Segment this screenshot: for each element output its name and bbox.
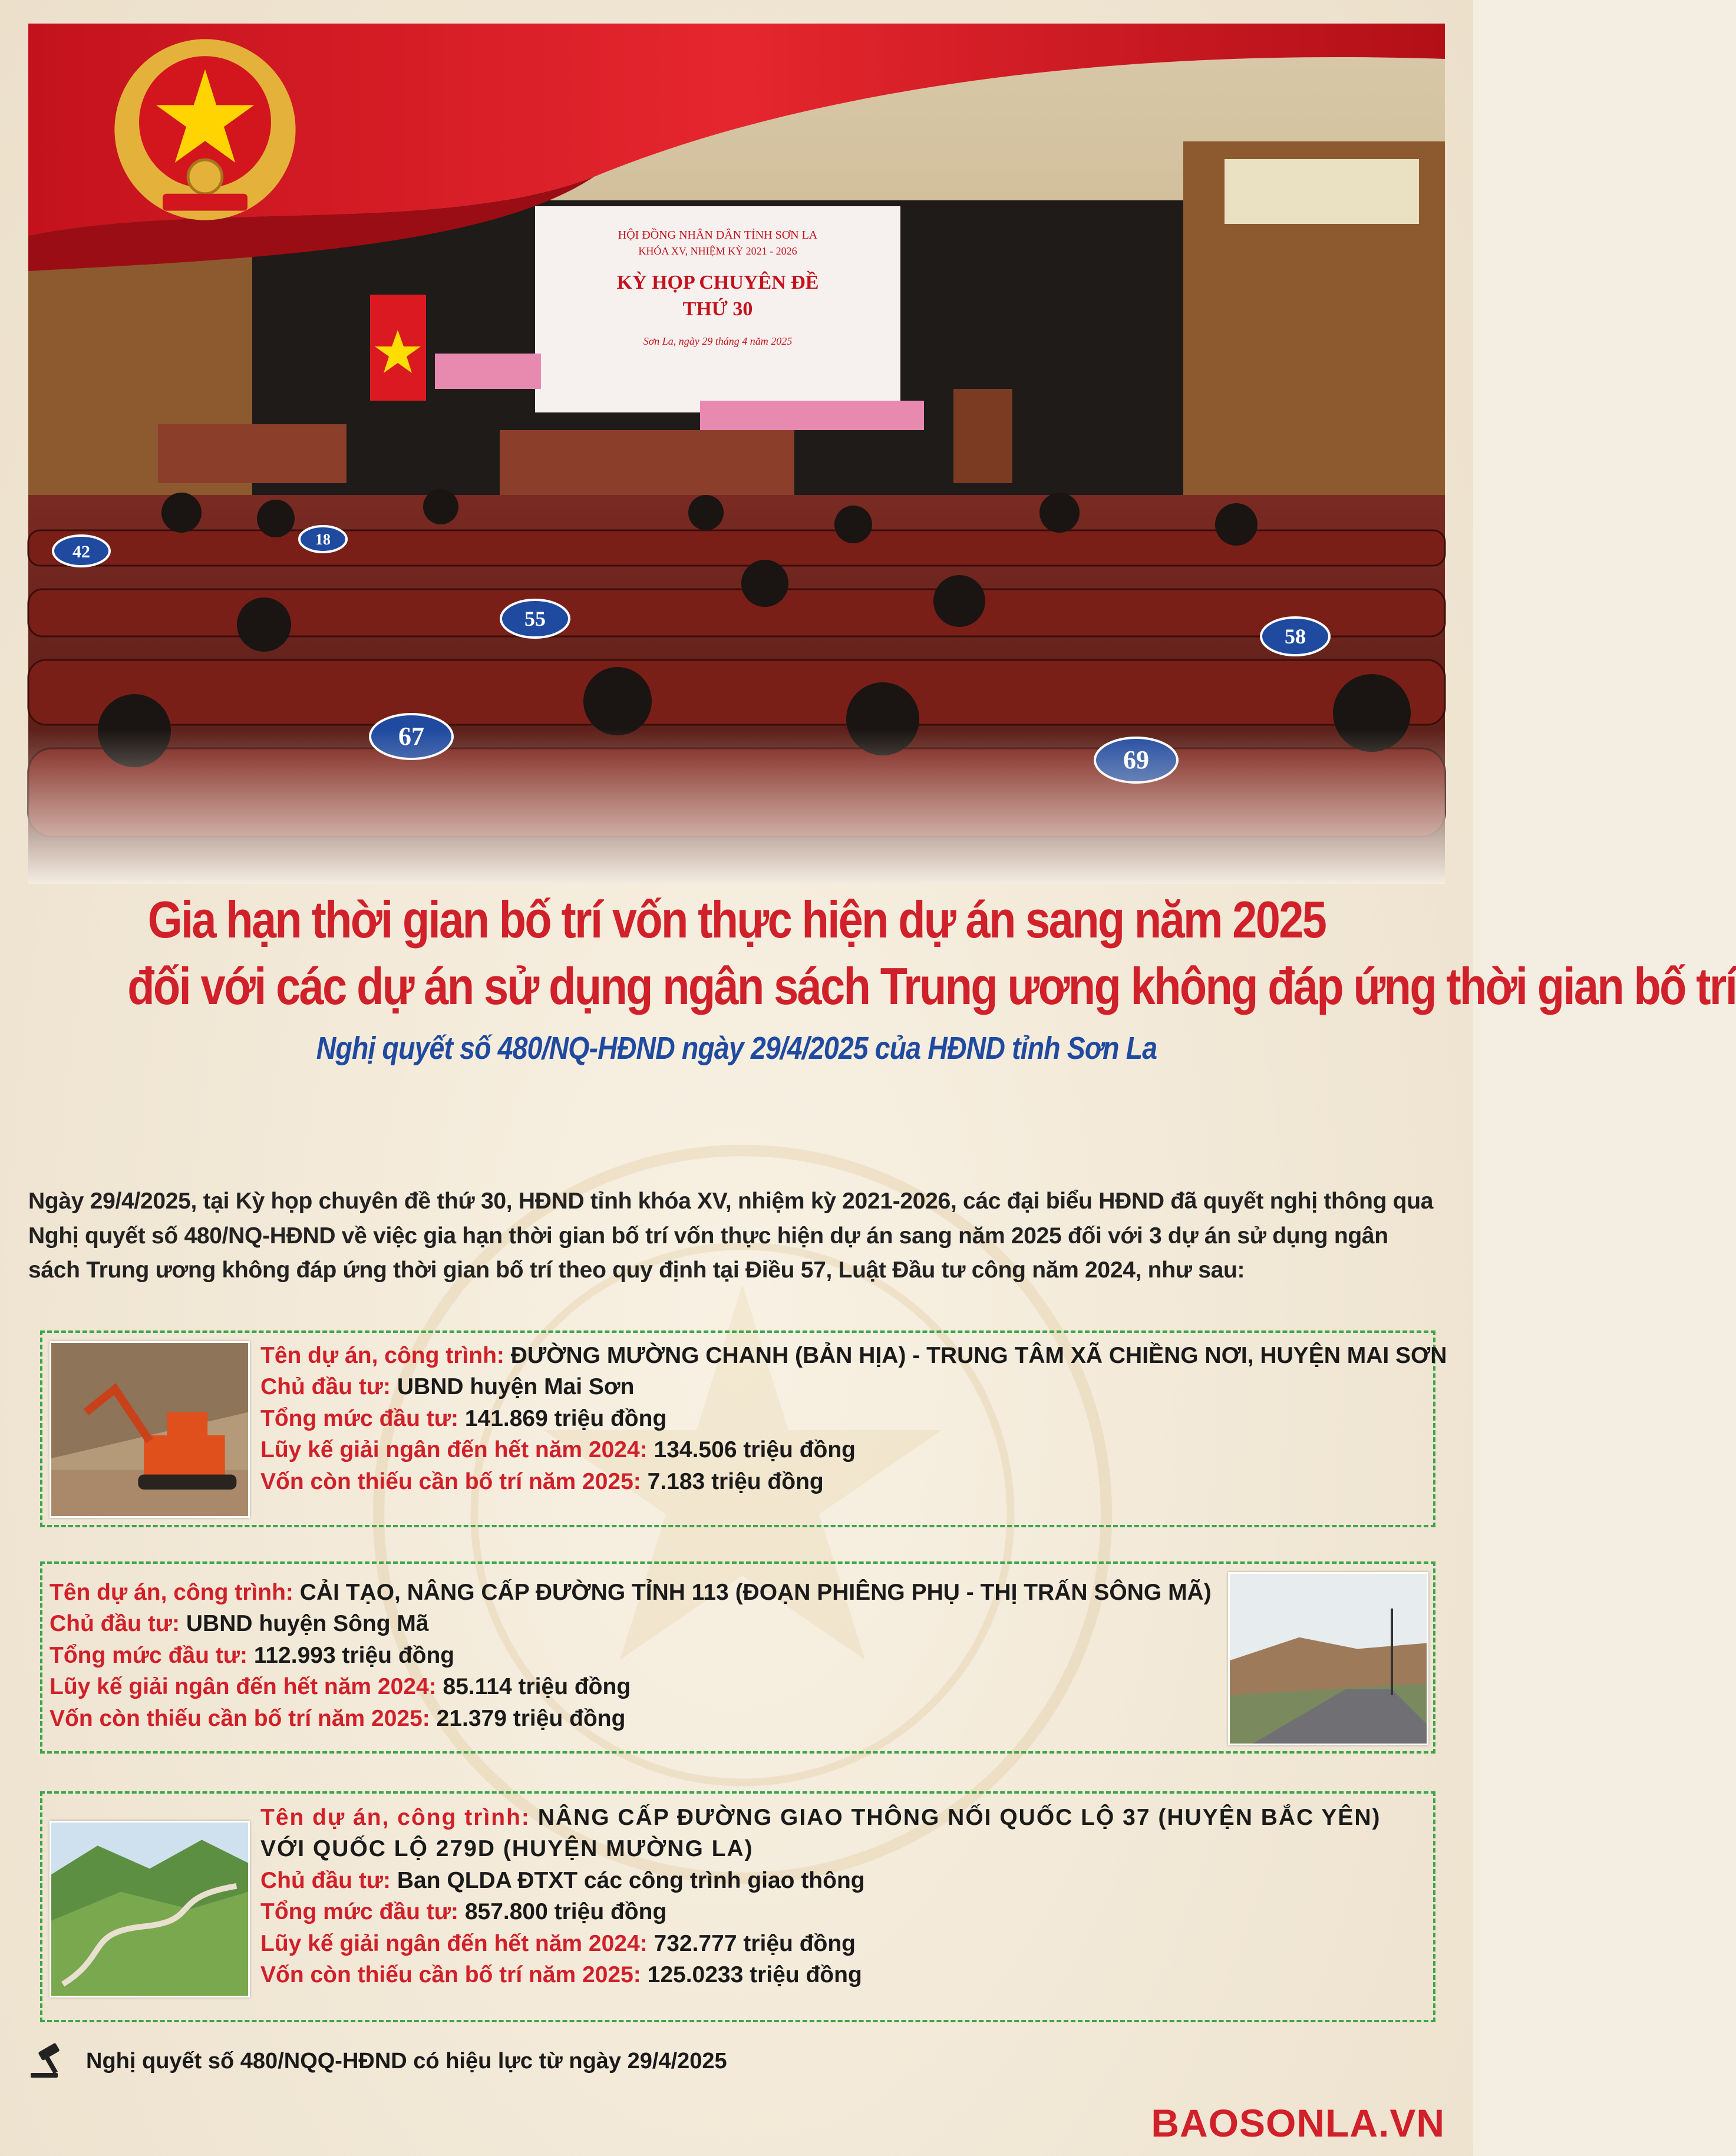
remaining-label: Vốn còn thiếu cần bố trí năm 2025: [260, 1468, 641, 1494]
project-photo-excavator [49, 1341, 250, 1518]
disbursed-label: Lũy kế giải ngân đến hết năm 2024: [260, 1437, 648, 1463]
project-owner: Ban QLDA ĐTXT các công trình giao thông [397, 1867, 865, 1893]
project-disbursed: 134.506 triệu đồng [654, 1437, 856, 1463]
title-line-2: đối với các dự án sử dụng ngân sách Trung ương không đáp ứng thời gian bố trí [127, 956, 1736, 1015]
remaining-label: Vốn còn thiếu cần bố trí năm 2025: [260, 1962, 641, 1988]
screen-line: HỘI ĐỒNG NHÂN DÂN TỈNH SƠN LA [618, 229, 818, 242]
footer-note [28, 2043, 727, 2079]
gavel-icon [28, 2043, 75, 2079]
project-remaining: 125.0233 triệu đồng [647, 1962, 862, 1988]
project-photo-road [1228, 1572, 1428, 1745]
screen-line: THỨ 30 [682, 298, 753, 320]
footer-note-text: Nghị quyết số 480/NQQ-HĐND có hiệu lực từ ngày 29/4/2025 [86, 2048, 727, 2074]
project-owner: UBND huyện Sông Mã [186, 1611, 429, 1637]
name-label: Tên dự án, công trình: [260, 1343, 504, 1368]
disbursed-label: Lũy kế giải ngân đến hết năm 2024: [49, 1674, 437, 1700]
screen-line: KHÓA XV, NHIỆM KỲ 2021 - 2026 [638, 245, 797, 257]
project-disbursed: 85.114 triệu đồng [443, 1674, 631, 1700]
project-card [40, 1561, 1435, 1754]
project-remaining: 7.183 triệu đồng [647, 1468, 824, 1494]
project-card [40, 1791, 1435, 2022]
project-owner: UBND huyện Mai Sơn [397, 1374, 635, 1400]
project-name: NÂNG CẤP ĐƯỜNG GIAO THÔNG NỐI QUỐC LỘ 37 (HUYỆN BẮC YÊN) VỚI QUỐC LỘ 279D (HUYỆN MƯỜNG LA) [260, 1805, 1381, 1862]
brand-link[interactable]: BAOSONLA.VN [1151, 2101, 1445, 2145]
name-label: Tên dự án, công trình: [49, 1580, 293, 1605]
owner-label: Chủ đầu tư: [260, 1867, 391, 1893]
screen-line: KỲ HỌP CHUYÊN ĐỀ [616, 272, 819, 293]
screen-line: Sơn La, ngày 29 tháng 4 năm 2025 [643, 335, 793, 347]
total-label: Tổng mức đầu tư: [260, 1899, 458, 1925]
total-label: Tổng mức đầu tư: [260, 1405, 458, 1431]
project-card [40, 1330, 1447, 1527]
project-remaining: 21.379 triệu đồng [436, 1705, 626, 1731]
remaining-label: Vốn còn thiếu cần bố trí năm 2025: [49, 1705, 430, 1731]
vietnam-emblem-icon [111, 35, 299, 224]
title-block [28, 887, 1736, 1067]
project-name: ĐƯỜNG MƯỜNG CHANH (BẢN HỊA) - TRUNG TÂM XÃ CHIỀNG NƠI, HUYỆN MAI SƠN [510, 1343, 1447, 1368]
project-info [49, 1577, 1212, 1734]
owner-label: Chủ đầu tư: [49, 1611, 180, 1637]
project-total: 141.869 triệu đồng [464, 1405, 667, 1431]
project-total: 112.993 triệu đồng [253, 1642, 455, 1668]
project-disbursed: 732.777 triệu đồng [654, 1930, 856, 1956]
title-line-1: Gia hạn thời gian bố trí vốn thực hiện dự án sang năm 2025 [147, 890, 1326, 949]
owner-label: Chủ đầu tư: [260, 1374, 391, 1400]
project-name: CẢI TẠO, NÂNG CẤP ĐƯỜNG TỈNH 113 (ĐOẠN PHIÊNG PHỤ - THỊ TRẤN SÔNG MÃ) [299, 1580, 1212, 1605]
disbursed-label: Lũy kế giải ngân đến hết năm 2024: [260, 1930, 648, 1956]
project-total: 857.800 triệu đồng [464, 1899, 667, 1925]
intro-paragraph: Ngày 29/4/2025, tại Kỳ họp chuyên đề thứ 30, HĐND tỉnh khóa XV, nhiệm kỳ 2021-2026, các đại biểu HĐND đã quyết nghị thông qua Nghị quyết số 480/NQ-HĐND về việc gia hạn thời gian bố trí vốn thực hiện dự án sang năm 2025 đối với 3 dự án sử dụng ngân sách Trung ương không đáp ứng thời gian bố trí theo quy định tại Điều 57, Luật Đầu tư công năm 2024, như sau: [28, 1188, 1434, 1283]
total-label: Tổng mức đầu tư: [49, 1642, 247, 1668]
name-label: Tên dự án, công trình: [260, 1805, 530, 1830]
subtitle: Nghị quyết số 480/NQ-HĐND ngày 29/4/2025 của HĐND tỉnh Sơn La [316, 1031, 1157, 1067]
project-info [260, 1340, 1447, 1497]
project-info [260, 1802, 1427, 1991]
project-photo-mountain-road [49, 1821, 250, 1997]
